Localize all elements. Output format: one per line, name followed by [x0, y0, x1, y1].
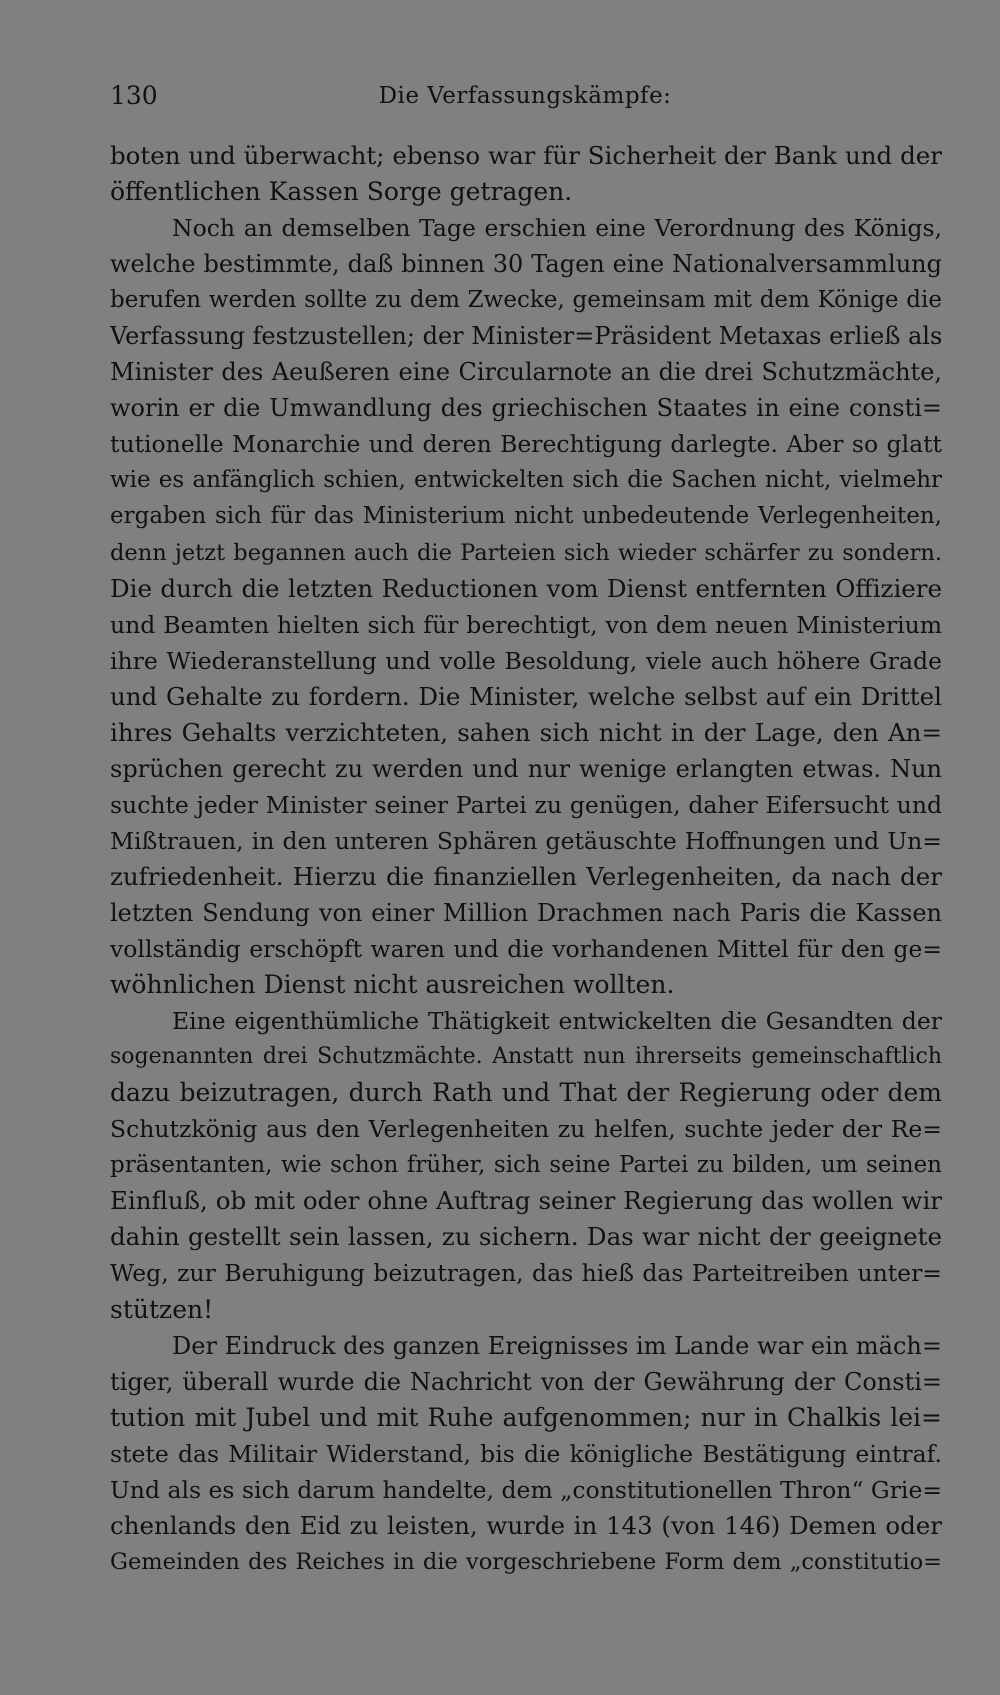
text-line: Noch an demselben Tage erschien eine Verordnung des Königs,: [172, 214, 942, 243]
text-line: Der Eindruck des ganzen Ereignisses im Lande war ein mäch=: [172, 1331, 942, 1360]
text-line: berufen werden sollte zu dem Zwecke, gemeinsam mit dem Könige die: [110, 287, 942, 314]
text-line: wöhnlichen Dienst nicht ausreichen wollten.: [110, 970, 675, 1000]
text-line: Weg, zur Beruhigung beizutragen, das hieß das Parteitreiben unter=: [110, 1259, 942, 1288]
text-line: und Gehalte zu fordern. Die Minister, welche selbst auf ein Drittel: [110, 681, 942, 711]
text-line: vollständig erschöpft waren und die vorhandenen Mittel für den ge=: [110, 935, 942, 964]
text-line: Gemeinden des Reiches in die vorgeschriebene Form dem „constitutio=: [110, 1548, 942, 1575]
text-line: suchte jeder Minister seiner Partei zu genügen, daher Eifersucht und: [110, 790, 942, 819]
text-line: Und als es sich darum handelte, dem „constitutionellen Thron“ Grie=: [110, 1475, 942, 1504]
text-line: dazu beizutragen, durch Rath und That der Regierung oder dem: [110, 1078, 942, 1108]
text-line: ergaben sich für das Ministerium nicht unbedeutende Verlegenheiten,: [110, 503, 942, 530]
page-number: 130: [110, 81, 158, 110]
text-line: tution mit Jubel und mit Ruhe aufgenommen; nur in Chalkis lei=: [110, 1402, 942, 1432]
text-line: sprüchen gerecht zu werden und nur wenige erlangten etwas. Nun: [110, 754, 942, 783]
text-line: chenlands den Eid zu leisten, wurde in 143 (von 146) Demen oder: [110, 1510, 942, 1540]
text-line: Die durch die letzten Reductionen vom Dienst entfernten Offiziere: [110, 573, 942, 603]
text-line: tiger, überall wurde die Nachricht von der Gewährung der Consti=: [110, 1367, 942, 1396]
text-line: wie es anfänglich schien, entwickelten sich die Sachen nicht, vielmehr: [110, 467, 942, 494]
text-line: worin er die Umwandlung des griechischen Staates in eine consti=: [110, 394, 942, 423]
page-header: [110, 78, 940, 114]
text-line: letzten Sendung von einer Million Drachmen nach Paris die Kassen: [110, 898, 942, 927]
text-line: welche bestimmte, daß binnen 30 Tagen eine Nationalversammlung: [110, 250, 942, 279]
text-line: stete das Militair Widerstand, bis die königliche Bestätigung eintraf.: [110, 1439, 942, 1468]
text-line: sogenannten drei Schutzmächte. Anstatt nun ihrerseits gemeinschaftlich: [110, 1044, 942, 1070]
text-line: präsentanten, wie schon früher, sich seine Partei zu bilden, um seinen: [110, 1152, 942, 1179]
text-line: Schutzkönig aus den Verlegenheiten zu helfen, suchte jeder der Re=: [110, 1115, 942, 1144]
text-line: öffentlichen Kassen Sorge getragen.: [110, 177, 573, 207]
text-line: ihre Wiederanstellung und volle Besoldung, viele auch höhere Grade: [110, 646, 942, 675]
text-line: Minister des Aeußeren eine Circularnote an die drei Schutzmächte,: [110, 358, 942, 387]
text-line: dahin gestellt sein lassen, zu sichern. Das war nicht der geeignete: [110, 1222, 942, 1252]
text-line: denn jetzt begannen auch die Parteien sich wieder schärfer zu sondern.: [110, 539, 942, 566]
text-line: boten und überwacht; ebenso war für Sicherheit der Bank und der: [110, 141, 942, 170]
text-line: Verfassung festzustellen; der Minister=Präsident Metaxas erließ als: [110, 322, 942, 351]
text-line: tutionelle Monarchie und deren Berechtigung darlegte. Aber so glatt: [110, 430, 942, 459]
text-line: Mißtrauen, in den unteren Sphären getäuschte Hoffnungen und Un=: [110, 826, 942, 855]
running-title: Die Verfassungskämpfe:: [378, 83, 672, 109]
text-line: ihres Gehalts verzichteten, sahen sich nicht in der Lage, den An=: [110, 717, 942, 747]
text-line: Eine eigenthümliche Thätigkeit entwickelten die Gesandten der: [172, 1007, 942, 1036]
body-text: [110, 138, 942, 1580]
text-line: und Beamten hielten sich für berechtigt, von dem neuen Ministerium: [110, 610, 942, 639]
text-line: stützen!: [110, 1294, 214, 1324]
text-line: Einfluß, ob mit oder ohne Auftrag seiner Regierung das wollen wir: [110, 1186, 942, 1216]
text-line: zufriedenheit. Hierzu die finanziellen Verlegenheiten, da nach der: [110, 861, 942, 891]
